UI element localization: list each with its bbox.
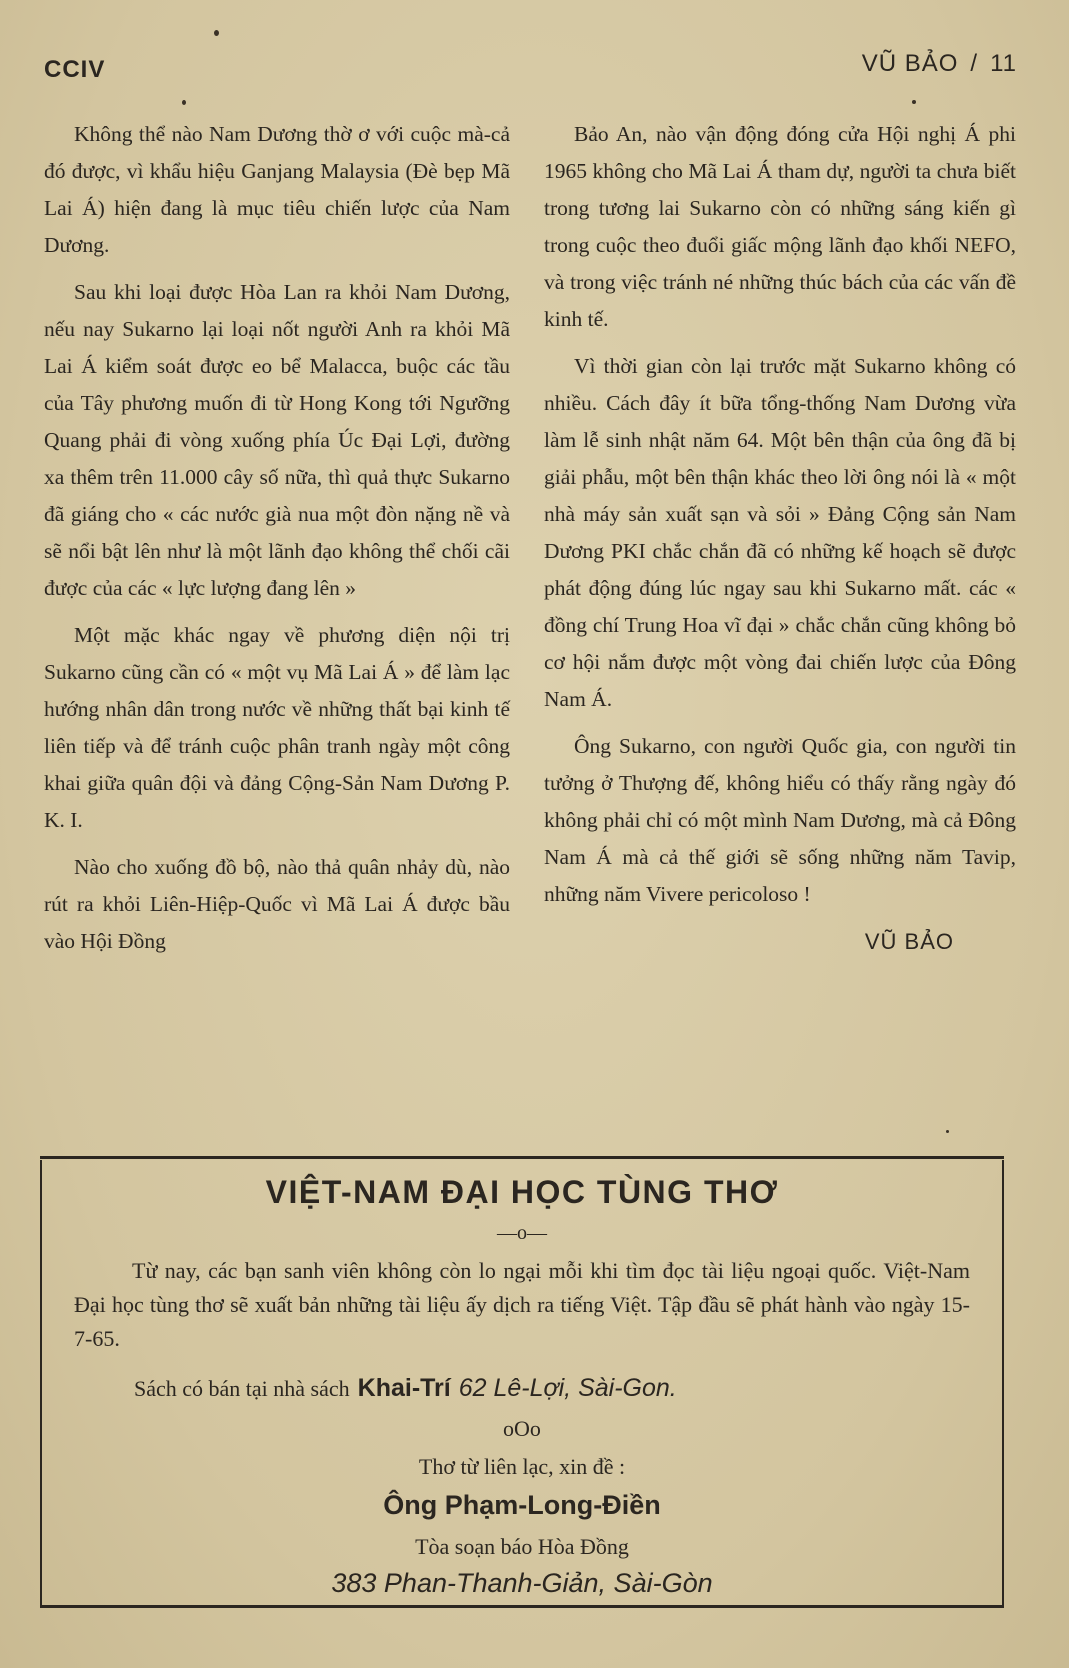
announcement-divider: oOo [503, 1416, 541, 1441]
announcement-body [74, 1254, 970, 1356]
left-paragraph-1: Không thể nào Nam Dương thờ ơ với cuộc mà-cả đó được, vì khẩu hiệu Ganjang Malaysia (Đè bẹp Mã Lai Á) hiện đang là mục tiêu chiến lược của Nam Dương. [44, 122, 510, 257]
header-author: VŨ BẢO [861, 50, 959, 77]
contact-person: Ông Phạm-Long-Điền [383, 1490, 661, 1520]
contact-address: 383 Phan-Thanh-Giản, Sài-Gòn [331, 1568, 713, 1598]
ink-speck [214, 30, 219, 36]
contact-office: Tòa soạn báo Hòa Đồng [415, 1534, 629, 1559]
announcement-ornament: —o— [497, 1222, 547, 1244]
right-paragraph-2: Vì thời gian còn lại trước mặt Sukarno không có nhiều. Cách đây ít bữa tổng-thống Nam Dương vừa làm lễ sinh nhật năm 64. Một bên thận của ông đã bị giải phẫu, một bên thận khác theo lời ông nói là « một nhà máy sản xuất sạn và sỏi » Đảng Cộng sản Nam Dương PKI chắc chắn đã có những kế hoạch sẽ được phát động đúng lúc ngay sau khi Sukarno mất. các « đồng chí Trung Hoa vĩ đại » chắc chắn cũng không bỏ cơ hội nắm được một vòng đai chiến lược của Đông Nam Á. [544, 354, 1016, 711]
shop-name: Khai-Trí [357, 1374, 451, 1402]
right-column [544, 116, 1016, 960]
announcement-top-rule [40, 1156, 1004, 1159]
page-number: 11 [990, 50, 1017, 77]
page-header-right [862, 50, 1017, 78]
left-paragraph-4: Nào cho xuống đồ bộ, nào thả quân nhảy dù, nào rút ra khỏi Liên-Hiệp-Quốc vì Mã Lai Á được bầu vào Hội Đồng [44, 855, 510, 953]
left-paragraph-3: Một mặc khác ngay về phương diện nội trị Sukarno cũng cần có « một vụ Mã Lai Á » để làm lạc hướng nhân dân trong nước về những thất bại kinh tế liên tiếp và để tránh cuộc phân tranh ngày một công khai giữa quân đội và đảng Cộng-Sản Nam Dương P. K. I. [44, 623, 510, 832]
contact-text: Thơ từ liên lạc, xin đề : [418, 1454, 626, 1479]
page-section-number: CCIV [44, 56, 106, 83]
left-paragraph-2: Sau khi loại được Hòa Lan ra khỏi Nam Dương, nếu nay Sukarno lại loại nốt người Anh ra khỏi Mã Lai Á kiểm soát được eo bể Malacca, buộc các tầu của Tây phương muốn đi từ Hong Kong tới Ngưỡng Quang phải đi vòng xuống phía Úc Đại Lợi, đường xa thêm trên 11.000 cây số nữa, thì quả thực Sukarno đã giáng cho « các nước già nua một đòn nặng nề và sẽ nổi bật lên như là một lãnh đạo không thể chối cãi được của các « lực lượng đang lên » [44, 280, 510, 600]
announcement-box [40, 1160, 1004, 1608]
right-paragraph-3: Ông Sukarno, con người Quốc gia, con người tin tưởng ở Thượng đế, không hiểu có thấy rằng ngày đó không phải chỉ có một mình Nam Dương, mà cả Đông Nam Á mà cả thế giới sẽ sống những năm Tavip, những năm Vivere pericoloso ! [544, 734, 1016, 906]
sale-text: Sách có bán tại nhà sách [134, 1376, 350, 1401]
shop-address: 62 Lê-Lợi, Sài-Gon. [458, 1374, 677, 1402]
ink-speck [946, 1130, 949, 1133]
announcement-text: Từ nay, các bạn sanh viên không còn lo ngại mỗi khi tìm đọc tài liệu ngoại quốc. Việt-Nam Đại học tùng thơ sẽ xuất bản những tài liệu ấy dịch ra tiếng Việt. Tập đầu sẽ phát hành vào ngày 15-7-65. [74, 1258, 970, 1351]
ink-speck [912, 100, 916, 104]
ink-speck [182, 100, 186, 105]
article-signature: VŨ BẢO [864, 929, 954, 954]
right-paragraph-1: Bảo An, nào vận động đóng cửa Hội nghị Á phi 1965 không cho Mã Lai Á tham dự, người ta chưa biết trong tương lai Sukarno còn có những sáng kiến gì trong cuộc theo đuổi giấc mộng lãnh đạo khối NEFO, và trong việc tránh né những thúc bách của các vấn đề kinh tế. [544, 122, 1016, 331]
sale-line [134, 1374, 677, 1403]
left-column [44, 116, 510, 970]
announcement-title: VIỆT-NAM ĐẠI HỌC TÙNG THƠ [265, 1174, 779, 1210]
header-separator: / [970, 50, 979, 77]
